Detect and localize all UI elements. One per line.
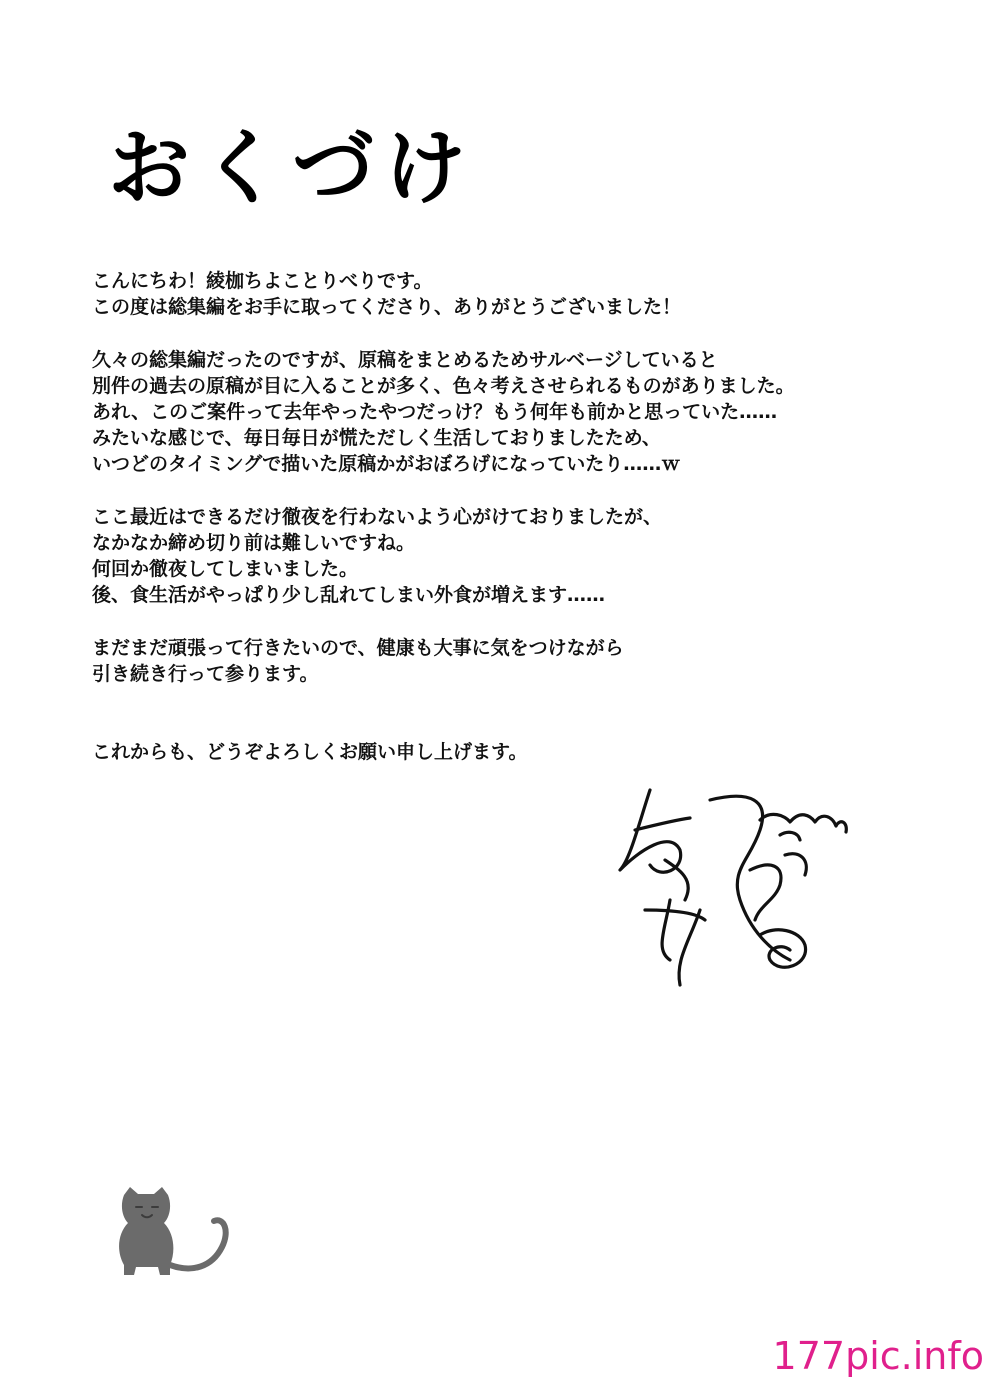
text-line: 久々の総集編だったのですが、原稿をまとめるためサルベージしていると <box>92 348 718 371</box>
paragraph-1 <box>92 268 952 320</box>
watermark-text: 177pic.info <box>772 1334 984 1378</box>
text-line: なかなか締め切り前は難しいですね。 <box>92 532 416 554</box>
text-line: 別件の過去の原稿が目に入ることが多く、色々考えさせられるものがありました。 <box>92 374 795 397</box>
text-line: まだまだ頑張って行きたいので、健康も大事に気をつけながら <box>92 636 624 659</box>
text-line: 引き続き行って参ります。 <box>92 663 319 685</box>
closing-line: これからも、どうぞよろしくお願い申し上げます。 <box>92 741 528 764</box>
text-line: あれ、このご案件って去年やったやつだっけ？もう何年も前かと思っていた…… <box>92 401 778 423</box>
page-title: おくづけ <box>108 121 477 216</box>
paragraph-3 <box>92 504 952 609</box>
signature-icon <box>610 760 850 1000</box>
text-line: 何回か徹夜してしまいました。 <box>92 558 359 581</box>
paragraph-4 <box>92 635 952 687</box>
paragraph-2 <box>92 347 952 478</box>
text-line: こんにちわ！綾枷ちよことりべりです。 <box>92 270 433 292</box>
afterword-body <box>92 268 952 792</box>
text-line: 後、食生活がやっぱり少し乱れてしまい外食が増えます…… <box>92 584 606 607</box>
text-line: ここ最近はできるだけ徹夜を行わないよう心がけておりましたが、 <box>92 505 663 528</box>
text-line: みたいな感じで、毎日毎日が慌ただしく生活しておりましたため、 <box>92 427 661 450</box>
text-line: いつどのタイミングで描いた原稿かがおぼろげになっていたり……ｗ <box>92 453 681 476</box>
cat-icon <box>112 1185 242 1280</box>
text-line: この度は総集編をお手に取ってくださり、ありがとうございました！ <box>92 296 682 319</box>
